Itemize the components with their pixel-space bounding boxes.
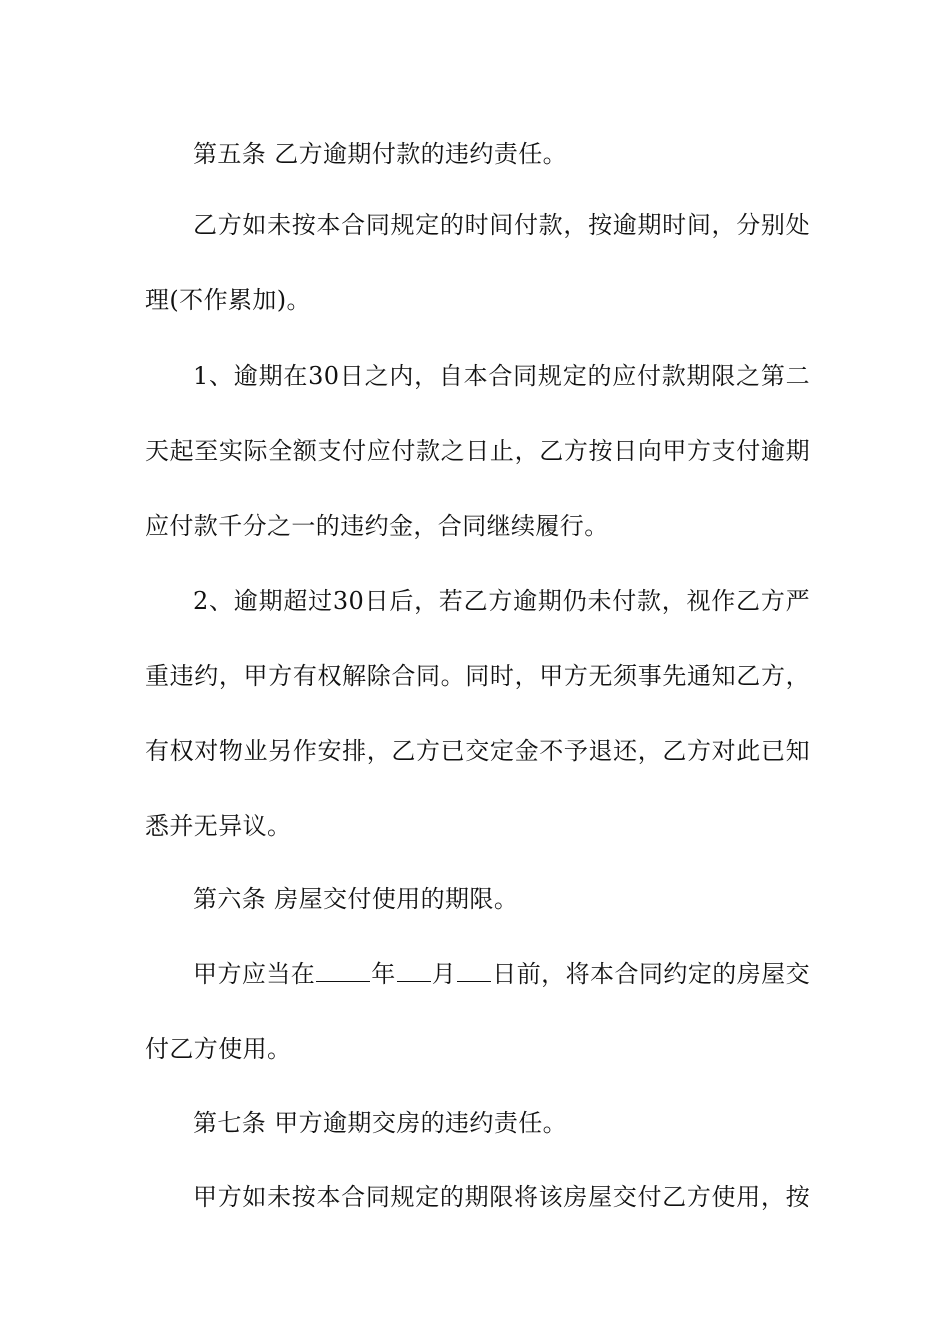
delivery-date-prefix: 甲方应当在 — [193, 960, 316, 988]
clause-2-line: 2、逾期超过30日后，若乙方逾期仍未付款，视作乙方严 — [193, 587, 810, 615]
paragraph-line: 甲方如未按本合同规定的期限将该房屋交付乙方使用，按 — [193, 1183, 810, 1211]
article-7-heading: 第七条 甲方逾期交房的违约责任。 — [193, 1109, 568, 1137]
year-blank-field[interactable] — [316, 959, 370, 982]
paragraph-line: 付乙方使用。 — [145, 1035, 292, 1063]
article-6-heading: 第六条 房屋交付使用的期限。 — [193, 885, 519, 913]
delivery-date-line — [193, 959, 810, 989]
article-5-heading: 第五条 乙方逾期付款的违约责任。 — [193, 140, 568, 168]
paragraph-line: 理(不作累加)。 — [145, 286, 311, 314]
clause-1-line: 1、逾期在30日之内，自本合同规定的应付款期限之第二 — [193, 362, 810, 390]
month-label: 月 — [431, 960, 457, 988]
month-blank-field[interactable] — [397, 959, 431, 982]
delivery-date-suffix: 日前，将本合同约定的房屋交 — [492, 960, 811, 988]
clause-1-line: 应付款千分之一的违约金，合同继续履行。 — [145, 512, 609, 540]
clause-2-line: 悉并无异议。 — [145, 812, 292, 840]
paragraph-line: 乙方如未按本合同规定的时间付款，按逾期时间，分别处 — [193, 211, 810, 239]
clause-2-line: 重违约，甲方有权解除合同。同时，甲方无须事先通知乙方， — [145, 662, 810, 690]
clause-1-line: 天起至实际全额支付应付款之日止，乙方按日向甲方支付逾期 — [145, 437, 810, 465]
clause-2-line: 有权对物业另作安排，乙方已交定金不予退还，乙方对此已知 — [145, 737, 810, 765]
year-label: 年 — [371, 960, 396, 988]
day-blank-field[interactable] — [457, 959, 491, 982]
